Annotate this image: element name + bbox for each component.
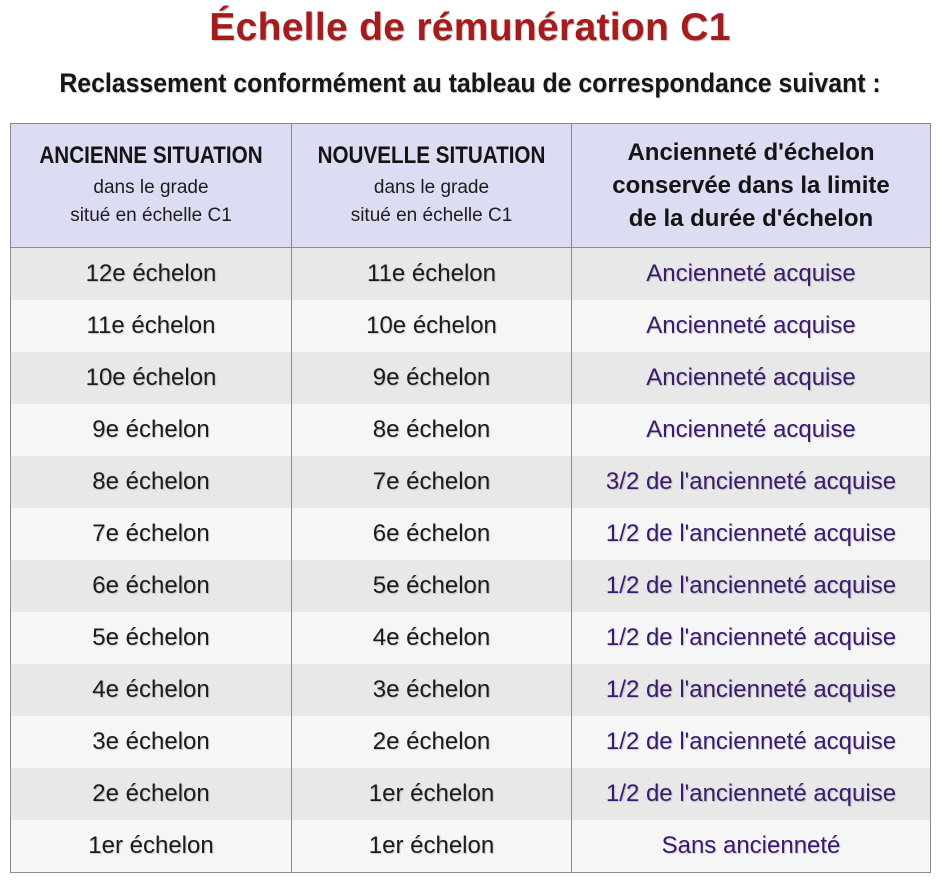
cell-old-situation: 5e échelon — [11, 612, 292, 664]
header-old-situation-title: ANCIENNE SITUATION — [39, 141, 263, 169]
cell-new-situation: 1er échelon — [292, 768, 572, 820]
header-old-situation-line2: situé en échelle C1 — [70, 204, 232, 226]
header-new-situation-line2: situé en échelle C1 — [350, 204, 513, 226]
table-row — [11, 716, 931, 768]
cell-new-situation: 9e échelon — [292, 352, 572, 404]
cell-anciennete: Ancienneté acquise — [572, 352, 931, 404]
table-row — [11, 560, 931, 612]
cell-anciennete: Ancienneté acquise — [572, 248, 931, 301]
table-header-row — [11, 124, 931, 248]
cell-old-situation: 8e échelon — [11, 456, 292, 508]
table-row — [11, 404, 931, 456]
cell-old-situation: 10e échelon — [11, 352, 292, 404]
table-row — [11, 612, 931, 664]
cell-anciennete: 3/2 de l'ancienneté acquise — [572, 456, 931, 508]
cell-new-situation: 3e échelon — [292, 664, 572, 716]
table-row — [11, 820, 931, 873]
table-row — [11, 352, 931, 404]
table-row — [11, 456, 931, 508]
cell-anciennete: Ancienneté acquise — [572, 300, 931, 352]
header-new-situation — [292, 124, 572, 248]
header-new-situation-line1: dans le grade — [373, 176, 490, 198]
cell-new-situation: 6e échelon — [292, 508, 572, 560]
cell-old-situation: 4e échelon — [11, 664, 292, 716]
cell-anciennete: 1/2 de l'ancienneté acquise — [572, 508, 931, 560]
cell-old-situation: 9e échelon — [11, 404, 292, 456]
page-subtitle: Reclassement conformément au tableau de correspondance suivant : — [59, 68, 881, 98]
table-row — [11, 300, 931, 352]
cell-anciennete: 1/2 de l'ancienneté acquise — [572, 664, 931, 716]
header-new-situation-title: NOUVELLE SITUATION — [317, 141, 546, 169]
cell-new-situation: 4e échelon — [292, 612, 572, 664]
table-row — [11, 768, 931, 820]
cell-old-situation: 12e échelon — [11, 248, 292, 301]
cell-old-situation: 3e échelon — [11, 716, 292, 768]
cell-old-situation: 1er échelon — [11, 820, 292, 873]
cell-anciennete: 1/2 de l'ancienneté acquise — [572, 768, 931, 820]
header-anciennete-line3: de la durée d'échelon — [628, 205, 874, 232]
cell-anciennete: 1/2 de l'ancienneté acquise — [572, 560, 931, 612]
cell-old-situation: 11e échelon — [11, 300, 292, 352]
cell-new-situation: 7e échelon — [292, 456, 572, 508]
cell-new-situation: 11e échelon — [292, 248, 572, 301]
cell-anciennete: 1/2 de l'ancienneté acquise — [572, 716, 931, 768]
header-old-situation — [11, 124, 292, 248]
cell-old-situation: 2e échelon — [11, 768, 292, 820]
cell-anciennete: 1/2 de l'ancienneté acquise — [572, 612, 931, 664]
header-old-situation-line1: dans le grade — [93, 176, 209, 198]
cell-new-situation: 5e échelon — [292, 560, 572, 612]
table-row — [11, 248, 931, 301]
cell-old-situation: 7e échelon — [11, 508, 292, 560]
cell-new-situation: 2e échelon — [292, 716, 572, 768]
page-title: Échelle de rémunération C1 — [209, 6, 731, 49]
cell-anciennete: Sans ancienneté — [572, 820, 931, 873]
header-anciennete-line2: conservée dans la limite — [612, 172, 890, 199]
header-anciennete — [572, 124, 931, 248]
header-anciennete-line1: Ancienneté d'échelon — [627, 139, 875, 166]
cell-old-situation: 6e échelon — [11, 560, 292, 612]
cell-new-situation: 10e échelon — [292, 300, 572, 352]
table-row — [11, 664, 931, 716]
cell-new-situation: 8e échelon — [292, 404, 572, 456]
cell-new-situation: 1er échelon — [292, 820, 572, 873]
table-row — [11, 508, 931, 560]
cell-anciennete: Ancienneté acquise — [572, 404, 931, 456]
correspondence-table — [10, 123, 931, 873]
